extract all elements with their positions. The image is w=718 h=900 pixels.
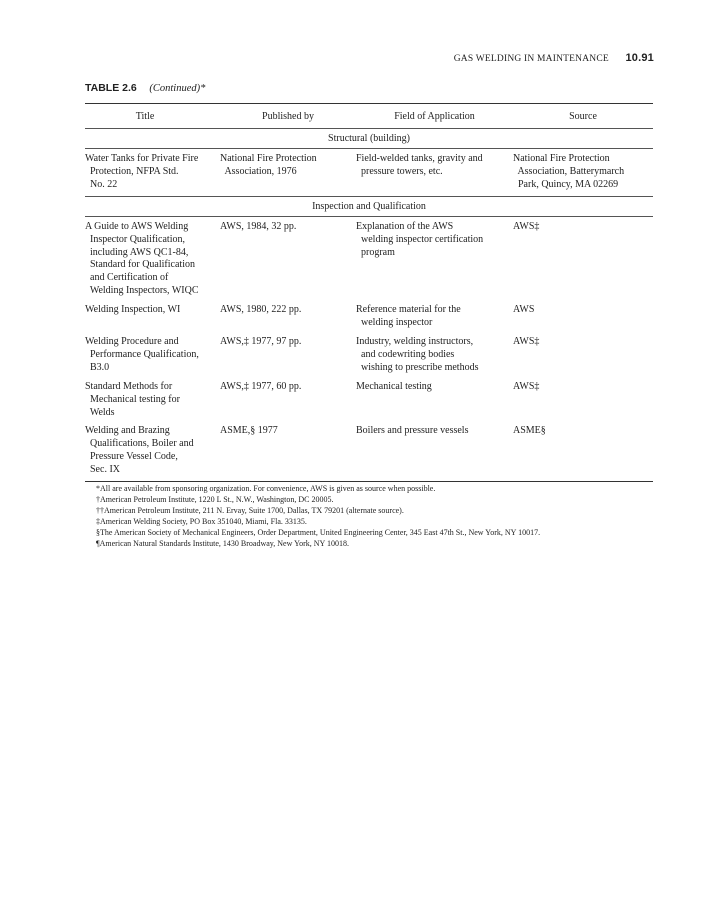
- table-row: [85, 153, 653, 192]
- row-field: Field-welded tanks, gravity and pressure towers, etc.: [356, 153, 483, 177]
- row-source: AWS‡: [513, 335, 540, 347]
- column-header-source: Source: [569, 110, 597, 122]
- row-title: Welding Procedure and Performance Qualification, B3.0: [85, 335, 199, 373]
- row-field: Explanation of the AWS welding inspector certification program: [356, 220, 484, 258]
- table-continued-note: (Continued)*: [149, 83, 206, 94]
- row-field: Boilers and pressure vessels: [356, 425, 469, 437]
- row-published-by: AWS,‡ 1977, 60 pp.: [220, 380, 302, 392]
- group-heading-inspection: Inspection and Qualification: [312, 200, 426, 212]
- row-published-by: AWS, 1984, 32 pp.: [220, 220, 297, 232]
- running-head-section: GAS WELDING IN MAINTENANCE: [453, 54, 609, 64]
- row-title: Standard Methods for Mechanical testing for Welds: [85, 380, 180, 418]
- row-source: AWS: [513, 304, 535, 316]
- table-caption: [85, 82, 205, 94]
- column-header-field-of-application: Field of Application: [394, 110, 475, 122]
- row-field: Industry, welding instructors, and codewriting bodies wishing to prescribe methods: [356, 335, 479, 373]
- footnote: †American Petroleum Institute, 1220 L St., N.W., Washington, DC 20005.: [96, 494, 334, 504]
- table-label: TABLE 2.6: [85, 82, 137, 94]
- row-title: Welding Inspection, WI: [85, 304, 181, 316]
- footnote: ‡American Welding Society, PO Box 351040, Miami, Fla. 33135.: [96, 516, 307, 526]
- row-source: ASME§: [513, 425, 546, 437]
- row-source: National Fire Protection Association, Batterymarch Park, Quincy, MA 02269: [513, 153, 625, 190]
- footnote: ††American Petroleum Institute, 211 N. Ervay, Suite 1700, Dallas, TX 79201 (alternate source).: [96, 505, 404, 515]
- row-field: Reference material for the welding inspector: [356, 304, 461, 329]
- table-header-row: [85, 104, 653, 128]
- table-row: [85, 381, 653, 420]
- row-title: Water Tanks for Private Fire Protection, NFPA Std. No. 22: [85, 153, 199, 190]
- page-number: 10.91: [625, 52, 654, 64]
- table-row: [85, 425, 653, 477]
- table-footnotes: [96, 484, 540, 549]
- row-title: A Guide to AWS Welding Inspector Qualification, including AWS QC1-84, Standard for Qualification and Certification of Welding Inspectors, WIQC: [85, 220, 199, 297]
- row-source: AWS‡: [513, 380, 540, 392]
- table-bottom-rule: [85, 481, 653, 482]
- table-row: [85, 304, 653, 330]
- running-head: [454, 52, 654, 64]
- column-header-published-by: Published by: [262, 110, 314, 122]
- footnote: *All are available from sponsoring organization. For convenience, AWS is given as source when possible.: [96, 484, 436, 493]
- group-body-inspection: [85, 217, 653, 481]
- row-field: Mechanical testing: [356, 380, 432, 392]
- row-published-by: AWS,‡ 1977, 97 pp.: [220, 335, 302, 347]
- row-source: AWS‡: [513, 220, 540, 232]
- group-body-structural: [85, 149, 653, 196]
- footnote: ¶American Natural Standards Institute, 1430 Broadway, New York, NY 10018.: [96, 538, 349, 548]
- footnote: §The American Society of Mechanical Engineers, Order Department, United Engineering Center, 345 East 47th St., New York, NY 10017.: [96, 527, 541, 537]
- standards-table: [85, 103, 653, 482]
- column-header-title: Title: [135, 110, 155, 122]
- table-row: [85, 221, 653, 298]
- table-row: [85, 336, 653, 375]
- row-published-by: National Fire Protection Association, 1976: [220, 153, 317, 177]
- row-published-by: ASME,§ 1977: [220, 425, 278, 437]
- row-title: Welding and Brazing Qualifications, Boiler and Pressure Vessel Code, Sec. IX: [85, 425, 194, 476]
- row-published-by: AWS, 1980, 222 pp.: [220, 304, 302, 316]
- group-heading-structural: Structural (building): [328, 133, 410, 144]
